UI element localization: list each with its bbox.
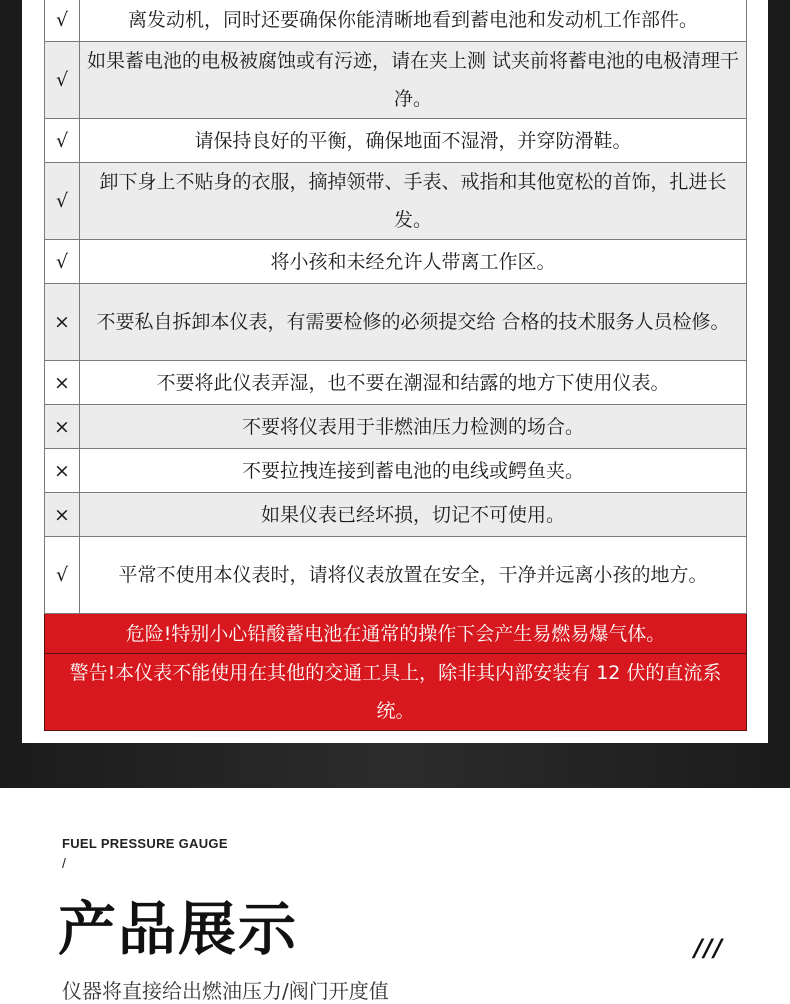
row-text: 卸下身上不贴身的衣服，摘掉领带、手表、戒指和其他宽松的首饰，扎进长发。 bbox=[80, 163, 747, 240]
row-text: 如果蓄电池的电极被腐蚀或有污迹，请在夹上测 试夹前将蓄电池的电极清理干净。 bbox=[80, 42, 747, 119]
section-title: 产品展示 bbox=[58, 895, 299, 963]
table-row bbox=[45, 405, 747, 449]
caution-row bbox=[45, 654, 747, 731]
row-text: 如果仪表已经坏损，切记不可使用。 bbox=[80, 493, 747, 537]
cross-mark: × bbox=[45, 361, 80, 405]
table-row bbox=[45, 361, 747, 405]
table-row bbox=[45, 493, 747, 537]
row-text: 请保持良好的平衡，确保地面不湿滑，并穿防滑鞋。 bbox=[80, 119, 747, 163]
row-text: 将小孩和未经允许人带离工作区。 bbox=[80, 240, 747, 284]
cross-mark: × bbox=[45, 405, 80, 449]
row-text: 不要拉拽连接到蓄电池的电线或鳄鱼夹。 bbox=[80, 449, 747, 493]
section-slash: / bbox=[62, 855, 66, 871]
table-row bbox=[45, 0, 747, 42]
table-row bbox=[45, 119, 747, 163]
check-mark: √ bbox=[45, 0, 80, 42]
section-subtitle: FUEL PRESSURE GAUGE bbox=[62, 836, 228, 851]
table-row bbox=[45, 284, 747, 361]
check-mark: √ bbox=[45, 163, 80, 240]
check-mark: √ bbox=[45, 119, 80, 163]
row-text: 不要将仪表用于非燃油压力检测的场合。 bbox=[80, 405, 747, 449]
row-text: 平常不使用本仪表时，请将仪表放置在安全，干净并远离小孩的地方。 bbox=[80, 537, 747, 614]
cross-mark: × bbox=[45, 493, 80, 537]
check-mark: √ bbox=[45, 42, 80, 119]
check-mark: √ bbox=[45, 537, 80, 614]
safety-table bbox=[44, 0, 747, 731]
decorative-slashes: /// bbox=[694, 934, 724, 962]
table-row bbox=[45, 240, 747, 284]
caution-text: 警告!本仪表不能使用在其他的交通工具上，除非其内部安装有 12 伏的直流系统。 bbox=[45, 654, 747, 731]
table-row bbox=[45, 537, 747, 614]
row-text: 离发动机，同时还要确保你能清晰地看到蓄电池和发动机工作部件。 bbox=[80, 0, 747, 42]
cross-mark: × bbox=[45, 449, 80, 493]
table-row bbox=[45, 449, 747, 493]
danger-row bbox=[45, 614, 747, 654]
cross-mark: × bbox=[45, 284, 80, 361]
row-text: 不要将此仪表弄湿，也不要在潮湿和结露的地方下使用仪表。 bbox=[80, 361, 747, 405]
check-mark: √ bbox=[45, 240, 80, 284]
table-row bbox=[45, 42, 747, 119]
danger-text: 危险!特别小心铅酸蓄电池在通常的操作下会产生易燃易爆气体。 bbox=[45, 614, 747, 654]
partial-description: 仪器将直接给出燃油压力/阀门开度值 bbox=[62, 979, 389, 1003]
row-text: 不要私自拆卸本仪表，有需要检修的必须提交给 合格的技术服务人员检修。 bbox=[80, 284, 747, 361]
table-row bbox=[45, 163, 747, 240]
